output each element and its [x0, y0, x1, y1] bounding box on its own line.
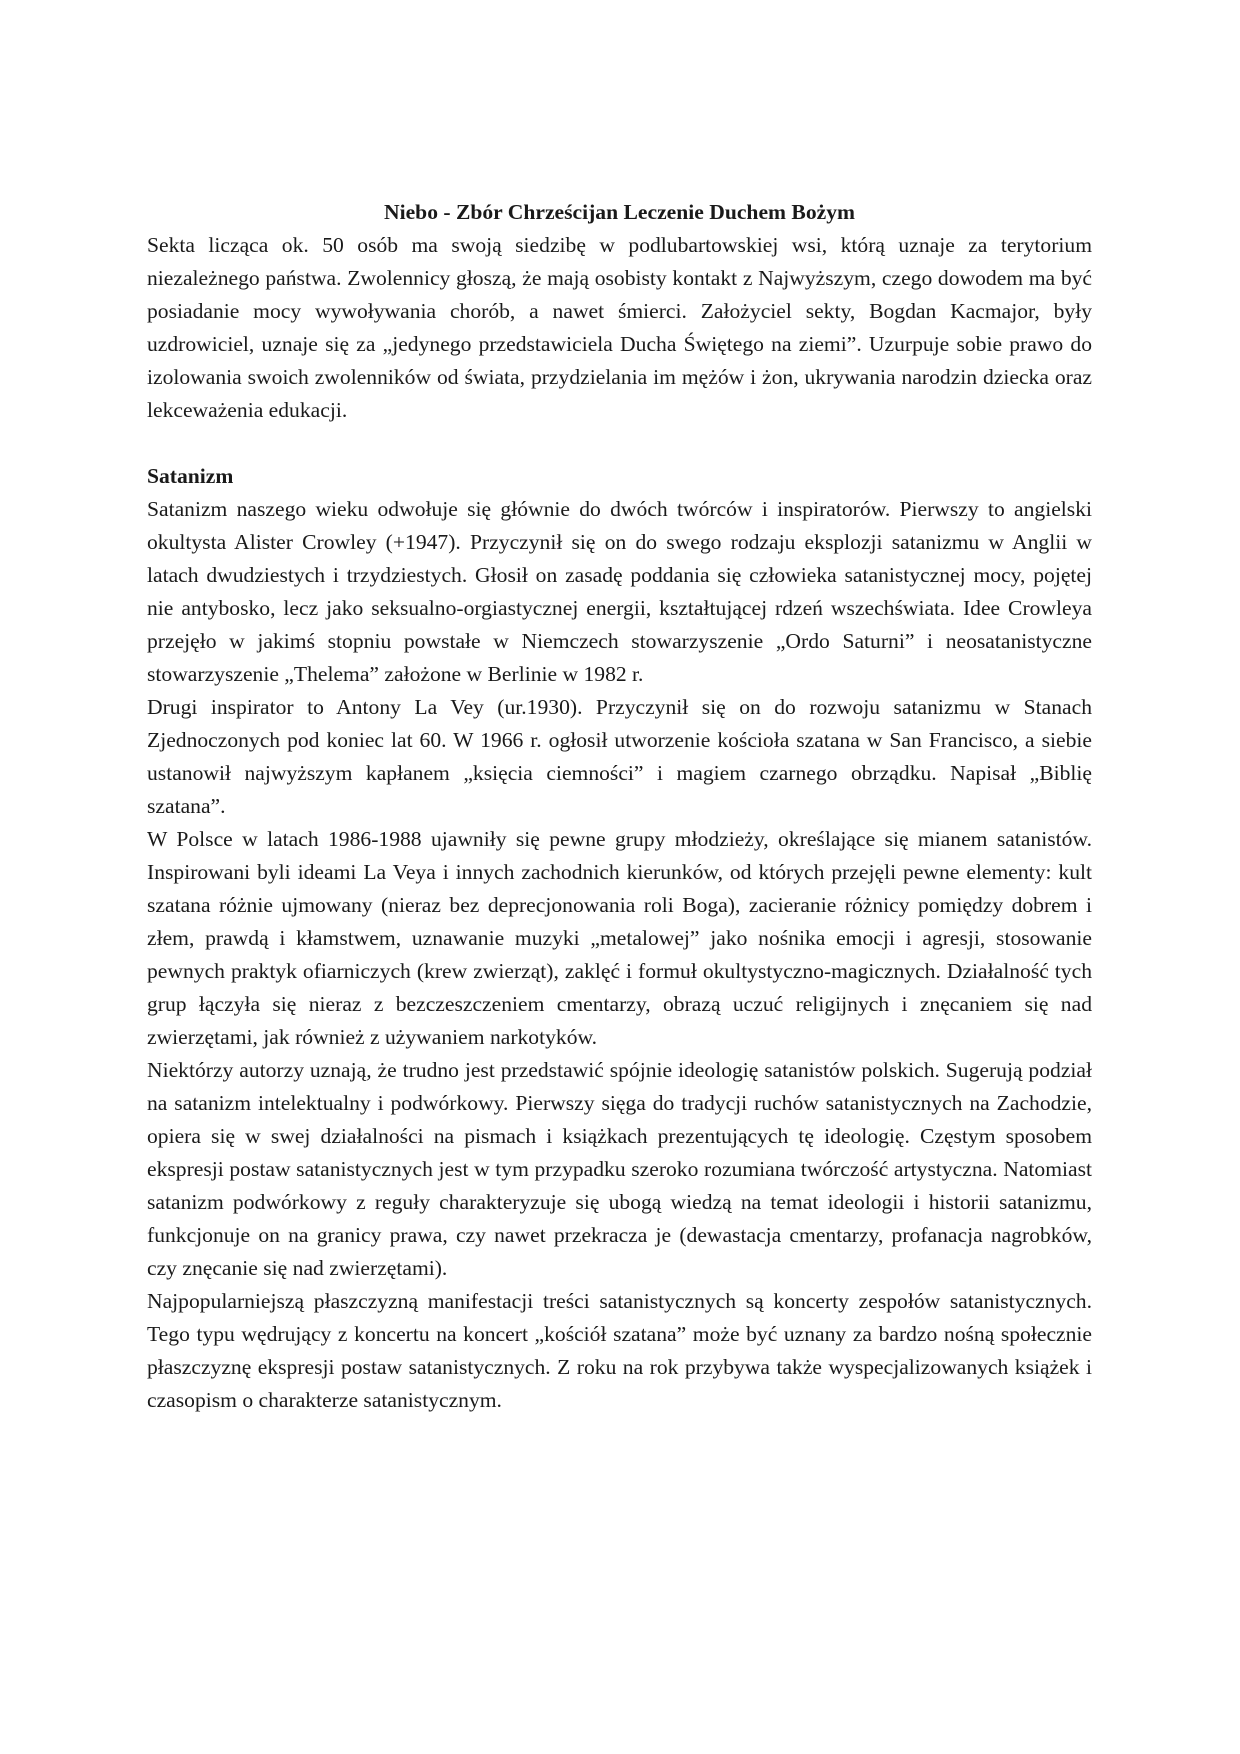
document-page [147, 196, 1092, 1417]
section-paragraph-1: Satanizm naszego wieku odwołuje się głównie do dwóch twórców i inspiratorów. Pierwszy to angielski okultysta Alister Crowley (+1947). Przyczynił się on do swego rodzaju eksplozji satanizmu w Anglii w latach dwudziestych i trzydziestych. Głosił on zasadę poddania się człowieka satanistycznej mocy, pojętej nie antybosko, lecz jako seksualno-orgiastycznej energii, kształtującej rdzeń wszechświata. Idee Crowleya przejęło w jakimś stopniu powstałe w Niemczech stowarzyszenie „Ordo Saturni” i neosatanistyczne stowarzyszenie „Thelema” założone w Berlinie w 1982 r. [147, 497, 1092, 686]
document-title: Niebo - Zbór Chrześcijan Leczenie Duchem Bożym [384, 200, 855, 224]
section-heading-satanizm: Satanizm [147, 464, 234, 488]
section-paragraph-4: Niektórzy autorzy uznają, że trudno jest przedstawić spójnie ideologię satanistów polskich. Sugerują podział na satanizm intelektualny i podwórkowy. Pierwszy sięga do tradycji ruchów satanistycznych na Zachodzie, opiera się w swej działalności na pismach i książkach prezentujących tę ideologię. Częstym sposobem ekspresji postaw satanistycznych jest w tym przypadku szeroko rozumiana twórczość artystyczna. Natomiast satanizm podwórkowy z reguły charakteryzuje się ubogą wiedzą na temat ideologii i historii satanizmu, funkcjonuje on na granicy prawa, czy nawet przekracza je (dewastacja cmentarzy, profanacja nagrobków, czy znęcanie się nad zwierzętami). [147, 1058, 1092, 1280]
intro-paragraph: Sekta licząca ok. 50 osób ma swoją siedzibę w podlubartowskiej wsi, którą uznaje za terytorium niezależnego państwa. Zwolennicy głoszą, że mają osobisty kontakt z Najwyższym, czego dowodem ma być posiadanie mocy wywoływania chorób, a nawet śmierci. Założyciel sekty, Bogdan Kacmajor, były uzdrowiciel, uznaje się za „jedynego przedstawiciela Ducha Świętego na ziemi”. Uzurpuje sobie prawo do izolowania swoich zwolenników od świata, przydzielania im mężów i żon, ukrywania narodzin dziecka oraz lekceważenia edukacji. [147, 233, 1092, 422]
section-paragraph-3: W Polsce w latach 1986-1988 ujawniły się pewne grupy młodzieży, określające się mianem satanistów. Inspirowani byli ideami La Veya i innych zachodnich kierunków, od których przejęli pewne elementy: kult szatana różnie ujmowany (nieraz bez deprecjonowania roli Boga), zacieranie różnicy pomiędzy dobrem i złem, prawdą i kłamstwem, uznawanie muzyki „metalowej” jako nośnika emocji i agresji, stosowanie pewnych praktyk ofiarniczych (krew zwierząt), zaklęć i formuł okultystyczno-magicznych. Działalność tych grup łączyła się nieraz z bezczeszczeniem cmentarzy, obrazą uczuć religijnych i znęcaniem się nad zwierzętami, jak również z używaniem narkotyków. [147, 827, 1092, 1049]
section-paragraph-5: Najpopularniejszą płaszczyzną manifestacji treści satanistycznych są koncerty zespołów satanistycznych. Tego typu wędrujący z koncertu na koncert „kościół szatana” może być uznany za bardzo nośną społecznie płaszczyznę ekspresji postaw satanistycznych. Z roku na rok przybywa także wyspecjalizowanych książek i czasopism o charakterze satanistycznym. [147, 1289, 1092, 1412]
section-paragraph-2: Drugi inspirator to Antony La Vey (ur.1930). Przyczynił się on do rozwoju satanizmu w Stanach Zjednoczonych pod koniec lat 60. W 1966 r. ogłosił utworzenie kościoła szatana w San Francisco, a siebie ustanowił najwyższym kapłanem „księcia ciemności” i magiem czarnego obrządku. Napisał „Biblię szatana”. [147, 695, 1092, 818]
